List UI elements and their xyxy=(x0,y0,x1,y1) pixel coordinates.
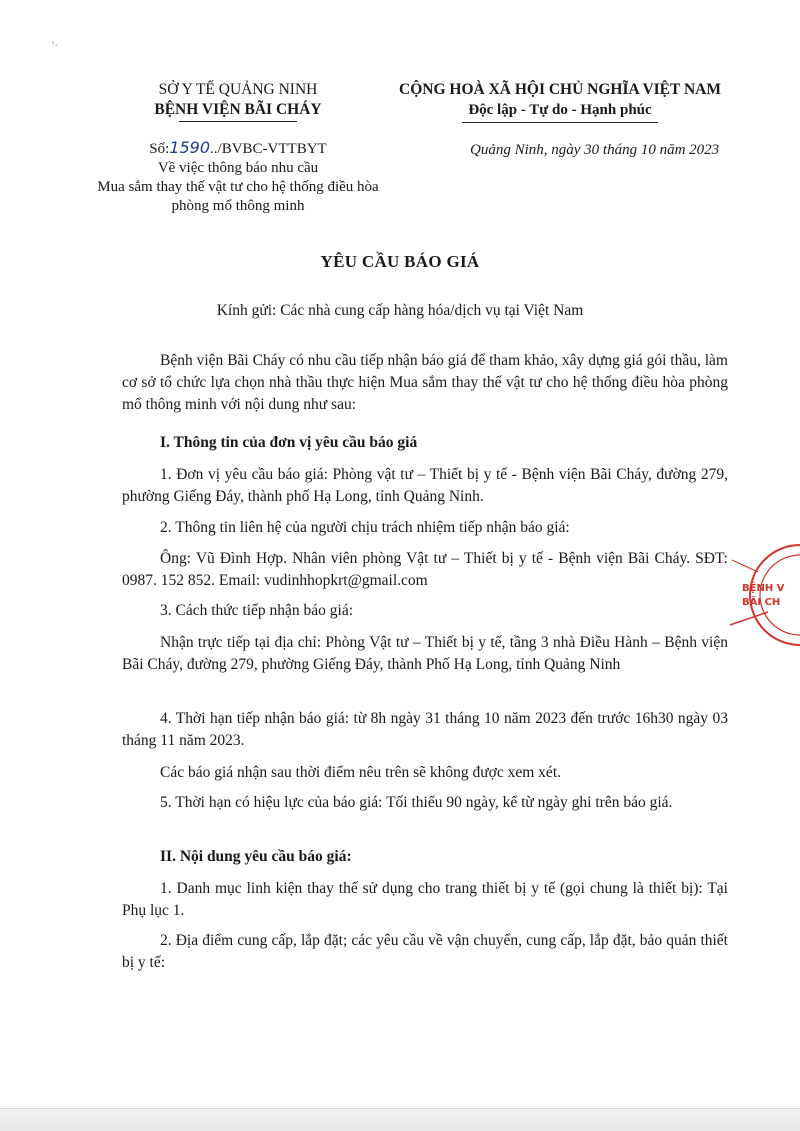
document-date: Quảng Ninh, ngày 30 tháng 10 năm 2023 xyxy=(470,142,720,158)
page-bottom-edge xyxy=(0,1108,800,1131)
section-1-item-1: 1. Đơn vị yêu cầu báo giá: Phòng vật tư – Thiết bị y tế - Bệnh viện Bãi Cháy, đường 279, phường Giếng Đáy, thành phố Hạ Long, tỉnh Quảng Ninh. xyxy=(122,466,728,505)
agency-parent: SỞ Y TẾ QUẢNG NINH xyxy=(158,81,318,98)
section-1-item-4: 4. Thời hạn tiếp nhận báo giá: từ 8h ngày 31 tháng 10 năm 2023 đến trước 16h30 ngày 03 tháng 11 năm 2023. xyxy=(122,710,728,749)
hospital-stamp xyxy=(728,540,800,650)
section-2-heading: II. Nội dung yêu cầu báo giá: xyxy=(160,848,352,865)
doc-number-handwritten: 1590 xyxy=(169,138,211,157)
agency-underline xyxy=(179,121,297,122)
document-title: YÊU CẦU BÁO GIÁ xyxy=(320,252,480,271)
section-2-item-2: 2. Địa điểm cung cấp, lắp đặt; các yêu cầu về vận chuyển, cung cấp, lắp đặt, bảo quản thiết bị y tế: xyxy=(122,932,728,971)
national-motto: Độc lập - Tự do - Hạnh phúc xyxy=(468,102,652,118)
national-title: CỘNG HOÀ XÃ HỘI CHỦ NGHĨA VIỆT NAM xyxy=(399,81,721,98)
motto-underline xyxy=(462,122,658,123)
national-header xyxy=(380,80,740,123)
subject-line-3: phòng mổ thông minh xyxy=(171,198,305,214)
section-1-item-5: 5. Thời hạn có hiệu lực của báo giá: Tối thiểu 90 ngày, kể từ ngày ghi trên báo giá. xyxy=(160,794,673,811)
recipient-line: Kính gửi: Các nhà cung cấp hàng hóa/dịch vụ tại Việt Nam xyxy=(216,302,584,319)
section-1-item-3: 3. Cách thức tiếp nhận báo giá: xyxy=(160,602,354,619)
section-1-item-4-note: Các báo giá nhận sau thời điểm nêu trên sẽ không được xem xét. xyxy=(160,764,561,781)
subject-line-2: Mua sắm thay thế vật tư cho hệ thống điều hòa xyxy=(97,179,379,195)
stamp-text: BỆNH V BÃI CH xyxy=(742,583,785,608)
intro-paragraph: Bệnh viện Bãi Cháy có nhu cầu tiếp nhận báo giá để tham khảo, xây dựng giá gói thầu, làm cơ sở tổ chức lựa chọn nhà thầu thực hiện Mua sắm thay thế vật tư cho hệ thống điều hòa phòng mổ thông minh với nội dung như sau: xyxy=(122,352,728,413)
section-2-item-1: 1. Danh mục linh kiện thay thế sử dụng cho trang thiết bị y tế (gọi chung là thiết bị): Tại Phụ lục 1. xyxy=(122,880,728,919)
subject-line-1: Về việc thông báo nhu cầu xyxy=(157,160,319,176)
doc-meta xyxy=(80,138,396,216)
agency-name: BỆNH VIỆN BÃI CHÁY xyxy=(154,101,322,118)
agency-header xyxy=(88,80,388,122)
section-1-heading: I. Thông tin của đơn vị yêu cầu báo giá xyxy=(160,434,418,451)
scan-mark: '· xyxy=(52,38,59,52)
section-1-item-2: 2. Thông tin liên hệ của người chịu trách nhiệm tiếp nhận báo giá: xyxy=(160,519,570,536)
section-1-item-2-detail: Ông: Vũ Đình Hợp. Nhân viên phòng Vật tư – Thiết bị y tế - Bệnh viện Bãi Cháy. SĐT: 0987. 152 852. Email: vudinhhopkrt@gmail.com xyxy=(122,550,728,589)
section-1-item-3-detail: Nhận trực tiếp tại địa chỉ: Phòng Vật tư – Thiết bị y tế, tầng 3 nhà Điều Hành – Bệnh viện Bãi Cháy, đường 279, phường Giếng Đáy, thành Phố Hạ Long, tỉnh Quảng Ninh xyxy=(122,634,728,673)
doc-number: Số:1590../BVBC-VTTBYT xyxy=(149,138,327,157)
